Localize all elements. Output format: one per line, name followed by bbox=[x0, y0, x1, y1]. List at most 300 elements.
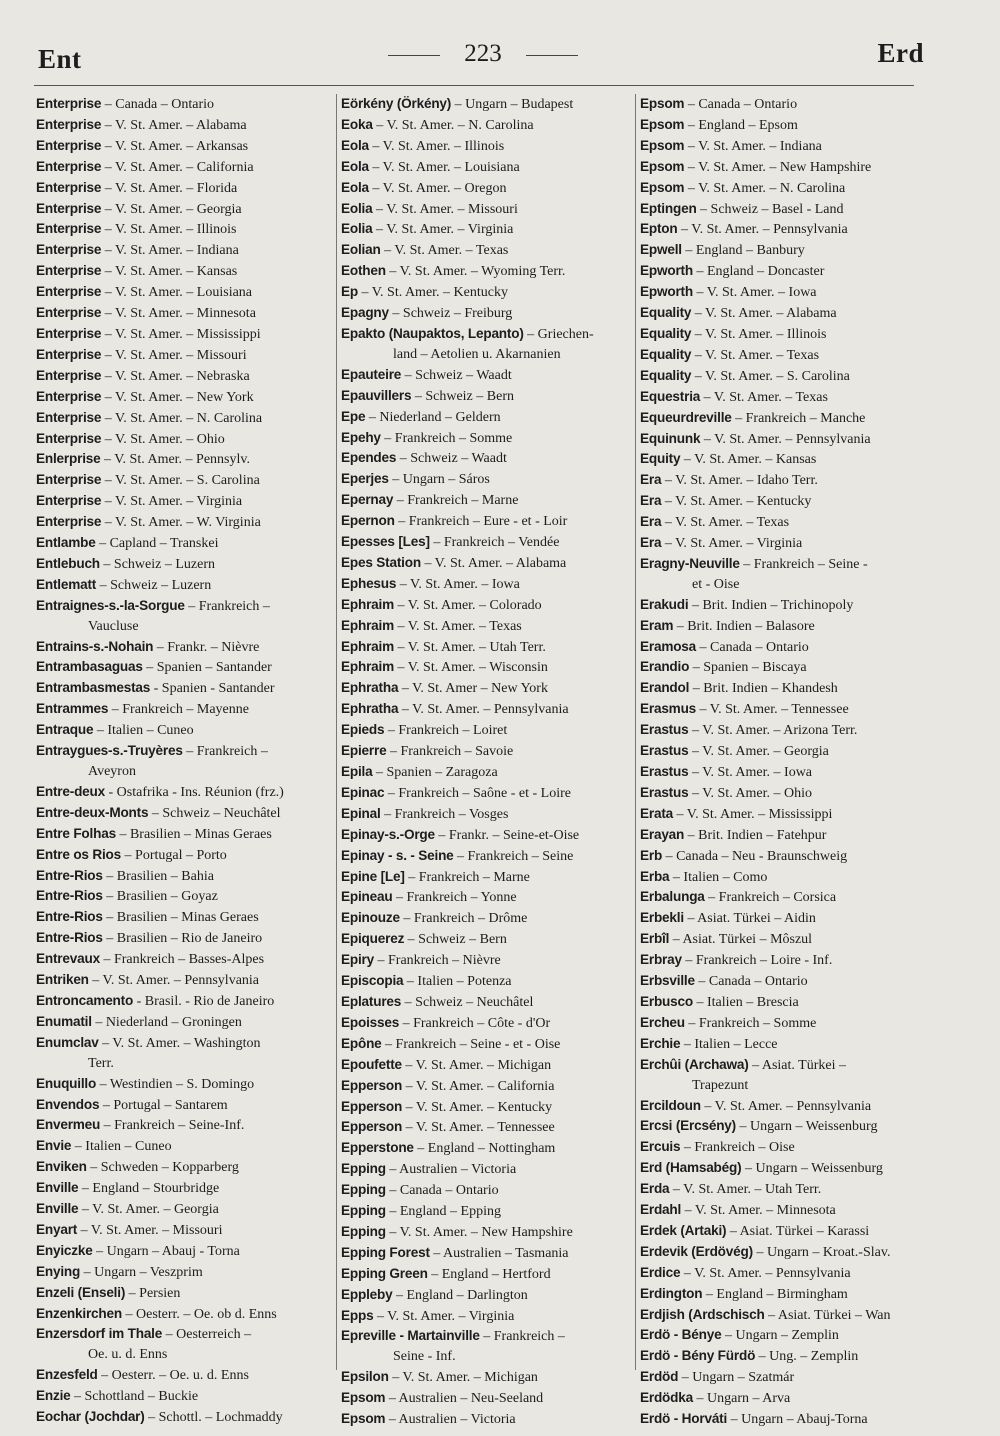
entry bbox=[341, 1076, 631, 1097]
entry bbox=[341, 365, 631, 386]
entry bbox=[36, 387, 334, 408]
entry-location: – V. St. Amer. – Pennsylvania bbox=[677, 222, 848, 238]
entry bbox=[36, 366, 334, 387]
entry-location: – V. St. Amer. – Missouri bbox=[372, 201, 518, 217]
entry-location: – Australien – Victoria bbox=[385, 1162, 517, 1178]
entry-headword: Erchie bbox=[640, 1035, 681, 1051]
entry-headword: Epône bbox=[341, 1035, 382, 1051]
entry-location: – Frankreich – Somme bbox=[380, 430, 513, 446]
entry bbox=[36, 554, 334, 575]
entry-location: – Frankreich – Saône - et - Loire bbox=[384, 785, 571, 801]
entry bbox=[640, 637, 940, 658]
entry-headword: Enterprise bbox=[36, 472, 102, 488]
entry bbox=[341, 511, 631, 532]
entry-headword: Eoka bbox=[341, 116, 373, 132]
entry-location: – Schweiz – Waadt bbox=[396, 451, 507, 467]
entry-location: – Frankreich – Oise bbox=[680, 1140, 795, 1156]
entry bbox=[640, 1325, 940, 1346]
entry-headword: Epoufette bbox=[341, 1056, 402, 1072]
entry bbox=[341, 1264, 631, 1285]
entry-location: – England – Epping bbox=[385, 1204, 501, 1220]
entry-location: – V. St. Amer. – S. Carolina bbox=[691, 368, 850, 384]
running-head-right: Erd bbox=[877, 38, 924, 68]
entry-headword: Enumclav bbox=[36, 1034, 99, 1050]
entry bbox=[341, 637, 631, 658]
entry-headword: Epping Green bbox=[341, 1265, 428, 1281]
entry-location: – Italien – Lecce bbox=[680, 1036, 778, 1052]
entry bbox=[640, 94, 940, 115]
entry-location: – Brit. Indien – Khandesh bbox=[689, 681, 838, 697]
entry bbox=[341, 1243, 631, 1264]
entry-headword: Enterprise bbox=[36, 493, 102, 509]
entry-headword: Enyart bbox=[36, 1221, 78, 1237]
entry-continuation: Aveyron bbox=[88, 764, 136, 779]
entry-headword: Enterprise bbox=[36, 158, 102, 174]
entry-headword: Epworth bbox=[640, 284, 693, 300]
entry bbox=[36, 1157, 334, 1178]
entry-location: – V. St. Amer. – Pennsylvania bbox=[680, 1265, 851, 1281]
entry bbox=[640, 1116, 940, 1137]
entry-location: – Canada – Ontario bbox=[696, 639, 809, 655]
entry bbox=[341, 1201, 631, 1222]
entry-location: – V. St. Amer. – Idaho Terr. bbox=[661, 473, 818, 489]
entry-headword: Entlebuch bbox=[36, 555, 100, 571]
entry bbox=[341, 595, 631, 616]
entry-headword: Epernay bbox=[341, 492, 394, 508]
entry-location: – Ungarn – Kroat.-Slav. bbox=[752, 1244, 891, 1260]
entry-headword: Eperjes bbox=[341, 471, 389, 487]
entry-location: – V. St. Amer. – Michigan bbox=[388, 1370, 538, 1386]
entry-location: – Schottland – Buckie bbox=[70, 1389, 199, 1405]
entry-location: – V. St. Amer. – Alabama bbox=[691, 306, 837, 322]
entry-headword: Eppleby bbox=[341, 1286, 393, 1302]
entry-headword: Episcopia bbox=[341, 973, 404, 989]
entry bbox=[341, 136, 631, 157]
entry-headword: Epes Station bbox=[341, 554, 421, 570]
entry-location: – V. St. Amer. – Oregon bbox=[368, 180, 507, 196]
entry bbox=[36, 1178, 334, 1199]
entry-location: – Oesterreich – bbox=[162, 1327, 252, 1343]
entry-headword: Enterprise bbox=[36, 200, 102, 216]
entry-headword: Entlambe bbox=[36, 535, 96, 551]
entry bbox=[341, 971, 631, 992]
entry-headword: Erdöd bbox=[640, 1369, 679, 1385]
entry-headword: Enterprise bbox=[36, 221, 102, 237]
entry-location: – Frankreich – Yonne bbox=[392, 890, 517, 906]
entry bbox=[640, 1200, 940, 1221]
entry bbox=[36, 324, 334, 345]
entry-headword: Equestria bbox=[640, 388, 701, 404]
entry-location: – England – Doncaster bbox=[692, 264, 825, 280]
entry-location: – Frankreich – bbox=[182, 744, 268, 760]
entry bbox=[36, 1220, 334, 1241]
entry bbox=[640, 282, 940, 303]
entry-headword: Erdö - Horváti bbox=[640, 1411, 728, 1427]
entry-headword: Entrambasmestas bbox=[36, 680, 151, 696]
entry-headword: Entre-Rios bbox=[36, 867, 103, 883]
entry-location: – V. St. Amer. – Missouri bbox=[77, 1222, 223, 1238]
entry-headword: Enterprise bbox=[36, 430, 102, 446]
entry-headword: Era bbox=[640, 535, 662, 551]
entry bbox=[341, 699, 631, 720]
entry-location: – Frankreich – Manche bbox=[731, 410, 866, 426]
entry-continuation: Trapezunt bbox=[692, 1077, 749, 1093]
entry bbox=[341, 407, 631, 428]
entry bbox=[341, 887, 631, 908]
entry bbox=[640, 199, 940, 220]
entry-location: – Frankreich – Seine-Inf. bbox=[100, 1118, 245, 1134]
entry-location: – Spanien – Biscaya bbox=[689, 660, 807, 676]
entry bbox=[36, 1283, 334, 1304]
entry bbox=[640, 449, 940, 470]
entry-location: – Ungarn – Weissenburg bbox=[736, 1119, 878, 1135]
entry-headword: Enterprise bbox=[36, 367, 102, 383]
entry bbox=[341, 448, 631, 469]
entry bbox=[640, 783, 940, 804]
entry-location: – V. St. Amer. – Colorado bbox=[394, 597, 542, 613]
entry bbox=[36, 1095, 334, 1116]
entry bbox=[640, 178, 940, 199]
entry-location: – Spanien – Zaragoza bbox=[372, 765, 498, 780]
entry-location: – England – Stourbridge bbox=[78, 1181, 220, 1197]
column-1 bbox=[36, 94, 334, 1428]
entry-headword: Ephesus bbox=[341, 575, 397, 591]
entry-location: – V. St. Amer. – Michigan bbox=[401, 1057, 552, 1073]
entry-headword: Epakto (Naupaktos, Lepanto) bbox=[341, 325, 524, 341]
entry-location: – Oesterr. – Oe. u. d. Enns bbox=[97, 1368, 249, 1384]
entry bbox=[640, 1055, 940, 1096]
entry-headword: Ephraim bbox=[341, 659, 394, 675]
entry-headword: Epping bbox=[341, 1203, 386, 1219]
entry-headword: Erbîl bbox=[640, 931, 670, 947]
entry bbox=[640, 387, 940, 408]
entry-location: – Italien – Brescia bbox=[693, 994, 799, 1010]
entry bbox=[341, 574, 631, 595]
entry-location: – Asiat. Türkei – Aidin bbox=[683, 911, 816, 927]
entry-location: – V. St. Amer. – Kentucky bbox=[402, 1099, 553, 1115]
entry-headword: Epperson bbox=[341, 1077, 403, 1093]
entry-location: – V. St. Amer. – Minnesota bbox=[681, 1203, 836, 1219]
entry-location: – V. St. Amer. – New Hampshire bbox=[385, 1224, 573, 1240]
entry bbox=[36, 1115, 334, 1136]
entry-headword: Equinunk bbox=[640, 430, 701, 446]
entry bbox=[341, 282, 631, 303]
column-divider bbox=[336, 94, 337, 1370]
entry bbox=[640, 1263, 940, 1284]
entry-headword: Erd (Hamsabég) bbox=[640, 1160, 742, 1176]
entry-location: – Brit. Indien – Fatehpur bbox=[684, 827, 827, 843]
entry-location: – Spanien – Santander bbox=[142, 660, 272, 676]
entry-headword: Erbray bbox=[640, 952, 682, 968]
entry-location: – Frankreich – Loiret bbox=[384, 723, 508, 739]
entry-headword: Epwell bbox=[640, 242, 682, 258]
entry-location: – Frankr. – Seine-et-Oise bbox=[434, 827, 580, 843]
entry-location: – Ungarn – Abauj - Torna bbox=[92, 1243, 240, 1259]
entry-headword: Eola bbox=[341, 137, 369, 153]
entry-headword: Epsom bbox=[341, 1390, 386, 1406]
entry bbox=[341, 762, 631, 783]
entry-headword: Epoisses bbox=[341, 1014, 400, 1030]
entry-location: – Brasilien – Rio de Janeiro bbox=[102, 931, 263, 947]
entry-headword: Epernon bbox=[341, 513, 395, 529]
entry bbox=[36, 1304, 334, 1325]
entry bbox=[341, 678, 631, 699]
entry bbox=[640, 908, 940, 929]
entry bbox=[640, 1221, 940, 1242]
entry-location: – Asiat. Türkei – Môszul bbox=[669, 932, 813, 948]
entry-headword: Enterprise bbox=[36, 263, 102, 279]
entry-headword: Epsom bbox=[640, 158, 685, 174]
entry-headword: Epreville - Martainville bbox=[341, 1328, 480, 1344]
entry bbox=[36, 575, 334, 596]
entry-headword: Entroncamento bbox=[36, 992, 134, 1008]
entry-location: – Asiat. Türkei – Karassi bbox=[726, 1223, 870, 1239]
entry bbox=[640, 1305, 940, 1326]
entry bbox=[640, 887, 940, 908]
entry-location: – V. St. Amer. – Minnesota bbox=[101, 306, 256, 322]
entry-headword: Ephratha bbox=[341, 701, 399, 717]
entry bbox=[640, 324, 940, 345]
header-rule bbox=[34, 85, 914, 86]
entry bbox=[640, 470, 940, 491]
entry-headword: Entre-Rios bbox=[36, 888, 103, 904]
entry-headword: Entrambasaguas bbox=[36, 659, 143, 675]
entry-headword: Epinal bbox=[341, 805, 381, 821]
entry-headword: Erbsville bbox=[640, 973, 695, 989]
entry-location: – V. St. Amer. – Nebraska bbox=[101, 368, 250, 384]
entry bbox=[341, 469, 631, 490]
entry-headword: Enterprise bbox=[36, 388, 102, 404]
entry-location: – V. St. Amer. – Missouri bbox=[101, 347, 247, 363]
entry-headword: Epperson bbox=[341, 1119, 403, 1135]
entry-headword: Enville bbox=[36, 1201, 79, 1217]
entry-headword: Equeurdreville bbox=[640, 409, 732, 425]
entry-headword: Epworth bbox=[640, 263, 693, 279]
entry-headword: Epiry bbox=[341, 952, 374, 968]
column-3 bbox=[640, 94, 940, 1430]
entry-location: – Ungarn – Zemplin bbox=[721, 1328, 839, 1344]
entry-headword: Erbusco bbox=[640, 993, 693, 1009]
entry bbox=[36, 1241, 334, 1262]
entry-headword: Epping bbox=[341, 1182, 386, 1198]
entry-headword: Erda bbox=[640, 1181, 670, 1197]
entry-headword: Erandol bbox=[640, 680, 690, 696]
entry-location: – Italien – Potenza bbox=[403, 974, 512, 990]
entry bbox=[341, 240, 631, 261]
entry bbox=[341, 303, 631, 324]
entry-headword: Enzie bbox=[36, 1388, 71, 1404]
entry-headword: Enviken bbox=[36, 1159, 87, 1175]
entry-location: – Canada – Ontario bbox=[101, 97, 214, 112]
entry bbox=[36, 178, 334, 199]
entry-headword: Enumatil bbox=[36, 1013, 92, 1029]
entry bbox=[341, 1055, 631, 1076]
entry bbox=[640, 1034, 940, 1055]
entry bbox=[640, 1367, 940, 1388]
entry-headword: Entraygues-s.-Truyères bbox=[36, 743, 183, 759]
entry-location: – Schweiz – Bern bbox=[404, 932, 507, 948]
entry-location: – V. St. Amer. – Wyoming Terr. bbox=[385, 264, 566, 280]
entry-location: – Schweiz – Freiburg bbox=[388, 306, 513, 322]
entry bbox=[36, 512, 334, 533]
entry-location: – V. St. Amer. – Texas bbox=[661, 515, 790, 531]
entry-location: – Schweiz – Luzern bbox=[96, 577, 212, 593]
entry bbox=[640, 950, 940, 971]
entry-location: – Australien – Tasmania bbox=[429, 1245, 569, 1261]
entry-location: – Ungarn – Sáros bbox=[388, 472, 490, 488]
entry bbox=[341, 1306, 631, 1327]
entry-headword: Eptingen bbox=[640, 200, 697, 216]
entry bbox=[36, 1033, 334, 1074]
entry bbox=[36, 533, 334, 554]
entry-headword: Enzesfeld bbox=[36, 1367, 98, 1383]
entry bbox=[36, 261, 334, 282]
entry-headword: Era bbox=[640, 493, 662, 509]
entry bbox=[341, 178, 631, 199]
entry bbox=[341, 324, 631, 365]
entry-headword: Entre os Rios bbox=[36, 846, 122, 862]
entry-location: – Frankreich – Somme bbox=[684, 1015, 817, 1031]
entry bbox=[341, 94, 631, 115]
entry-location: – Frankreich – Vosges bbox=[380, 806, 509, 822]
entry-headword: Entraignes-s.-la-Sorgue bbox=[36, 597, 185, 613]
entry-location: – V. St. Amer. – Arkansas bbox=[101, 138, 249, 154]
entry-location: – Oesterr. – Oe. ob d. Enns bbox=[122, 1306, 277, 1322]
entry-location: – Schottl. – Lochmaddy bbox=[144, 1410, 283, 1426]
entry-location: – Frankreich – Loire - Inf. bbox=[681, 953, 833, 969]
entry-location: – V. St. Amer. – Pennsylvania bbox=[700, 1098, 872, 1114]
entry-location: – Asiat. Türkei – Wan bbox=[764, 1307, 891, 1323]
entry bbox=[341, 908, 631, 929]
entry-location: – Canada – Ontario bbox=[385, 1183, 499, 1199]
entry-location: – Frankreich – bbox=[479, 1329, 565, 1345]
entry bbox=[640, 971, 940, 992]
entry-location: – England – Hertford bbox=[427, 1266, 551, 1282]
entry-headword: Enlerprise bbox=[36, 451, 101, 467]
entry-location: – V. St. Amer. – Indiana bbox=[684, 138, 822, 154]
entry-location: – Griechen- bbox=[523, 326, 594, 342]
entry-location: – Italien – Cuneo bbox=[71, 1139, 172, 1155]
column-divider bbox=[635, 94, 636, 1370]
entry-headword: Ercheu bbox=[640, 1014, 685, 1030]
entry bbox=[36, 429, 334, 450]
entry-headword: Equity bbox=[640, 451, 681, 467]
entry-headword: Envendos bbox=[36, 1096, 100, 1112]
entry-location: – Ungarn – Veszprim bbox=[80, 1264, 203, 1280]
entry-location: - Ostafrika - Ins. Réunion (frz.) bbox=[105, 784, 284, 800]
entry-headword: Equality bbox=[640, 325, 692, 341]
entry bbox=[36, 282, 334, 303]
entry-location: – V. St. Amer. – N. Carolina bbox=[101, 410, 263, 426]
entry-location: – V. St. Amer. – Kansas bbox=[680, 452, 817, 468]
entry-headword: Eola bbox=[341, 179, 369, 195]
entry-headword: Epping bbox=[341, 1223, 386, 1239]
entry bbox=[341, 992, 631, 1013]
entry bbox=[640, 261, 940, 282]
entry-location: – V. St. Amer. – Iowa bbox=[396, 576, 520, 592]
entry bbox=[341, 929, 631, 950]
entry bbox=[640, 491, 940, 512]
entry-headword: Erasmus bbox=[640, 701, 697, 717]
entry bbox=[341, 657, 631, 678]
entry-location: – V. St. Amer. – Florida bbox=[101, 180, 238, 196]
entry bbox=[341, 783, 631, 804]
entry-headword: Enterprise bbox=[36, 346, 102, 362]
entry bbox=[36, 907, 334, 928]
entry-location: – Frankreich – Mayenne bbox=[108, 702, 249, 718]
entry-headword: Ephraim bbox=[341, 617, 394, 633]
entry bbox=[640, 992, 940, 1013]
entry-location: – Brasilien – Minas Geraes bbox=[102, 910, 259, 926]
entry bbox=[341, 720, 631, 741]
entry-headword: Ercuis bbox=[640, 1139, 681, 1155]
entry-location: – Frankreich – Nièvre bbox=[374, 953, 501, 969]
entry bbox=[36, 720, 334, 741]
entry-headword: Eolia bbox=[341, 221, 373, 237]
entry-headword: Erdahl bbox=[640, 1202, 682, 1218]
entry-continuation: Terr. bbox=[88, 1055, 114, 1071]
entry-location: – Schweiz – Neuchâtel bbox=[401, 994, 534, 1010]
entry bbox=[36, 199, 334, 220]
entry bbox=[640, 1346, 940, 1367]
entry-headword: Ephratha bbox=[341, 680, 399, 696]
entry-location: – V. St. Amer. – Iowa bbox=[688, 765, 813, 780]
entry-location: – Canada – Ontario bbox=[694, 974, 808, 990]
entry-location: – V. St. Amer. – Pennsylv. bbox=[100, 452, 250, 468]
entry bbox=[640, 1388, 940, 1409]
entry-location: – Frankreich – Eure - et - Loir bbox=[394, 514, 568, 530]
entry-location: – Schweiz – Basel - Land bbox=[696, 201, 844, 217]
entry-location: – England – Epsom bbox=[684, 117, 798, 133]
entry-headword: Eramosa bbox=[640, 638, 697, 654]
entry-headword: Equality bbox=[640, 367, 692, 383]
entry-headword: Equality bbox=[640, 346, 692, 362]
entry-location: – V. St. Amer. – Pennsylvania bbox=[88, 973, 260, 989]
entry-headword: Epagny bbox=[341, 305, 389, 321]
entry-location: - Brasil. - Rio de Janeiro bbox=[133, 993, 275, 1009]
entry-headword: Epperstone bbox=[341, 1140, 414, 1156]
entry-location: – Brasilien – Goyaz bbox=[102, 889, 218, 905]
entry-location: – V. St. Amer. – Texas bbox=[380, 243, 509, 259]
entry-location: – V. St. Amer. – California bbox=[402, 1078, 555, 1094]
entry bbox=[341, 741, 631, 762]
entry-location: – Schweden – Kopparberg bbox=[86, 1160, 239, 1176]
entry-headword: Epineau bbox=[341, 889, 393, 905]
entry-location: – Canada – Ontario bbox=[684, 97, 798, 112]
entry-location: – Canada – Neu - Braunschweig bbox=[662, 848, 848, 864]
entry-headword: Epperson bbox=[341, 1098, 403, 1114]
entry-location: – Schweiz – Luzern bbox=[99, 556, 215, 572]
entry bbox=[36, 470, 334, 491]
entry-location: – Portugal – Santarem bbox=[99, 1097, 228, 1113]
entry-headword: Epsilon bbox=[341, 1369, 389, 1385]
entry bbox=[640, 846, 940, 867]
entry bbox=[341, 867, 631, 888]
entry bbox=[36, 886, 334, 907]
entry-location: – Brit. Indien – Trichinopoly bbox=[688, 597, 854, 613]
entry-location: – Brasilien – Minas Geraes bbox=[115, 826, 272, 842]
entry-headword: Era bbox=[640, 514, 662, 530]
entry-location: – Asiat. Türkei – bbox=[748, 1057, 846, 1073]
entry-headword: Ephraim bbox=[341, 596, 394, 612]
entry bbox=[341, 846, 631, 867]
entry bbox=[36, 345, 334, 366]
entry bbox=[341, 1034, 631, 1055]
page-number: 223 bbox=[388, 40, 578, 68]
entry-location: – V. St. Amer. – N. Carolina bbox=[684, 180, 846, 196]
entry bbox=[36, 408, 334, 429]
entry-headword: Entlematt bbox=[36, 576, 97, 592]
